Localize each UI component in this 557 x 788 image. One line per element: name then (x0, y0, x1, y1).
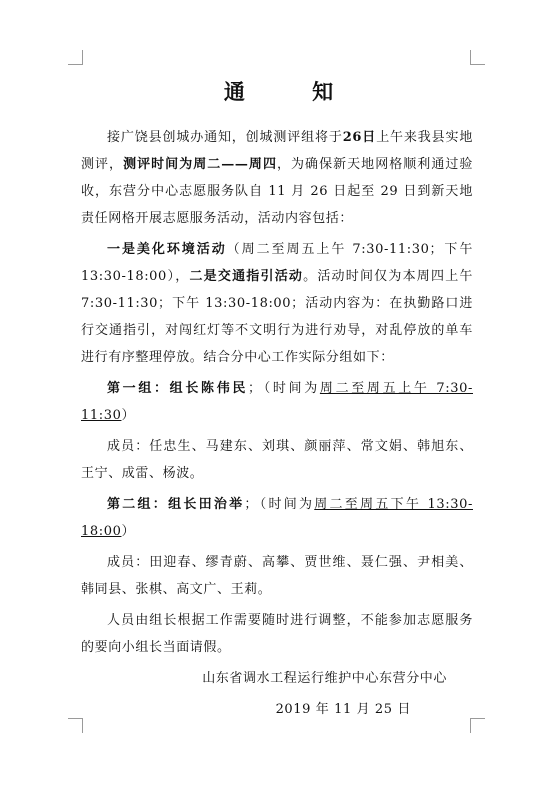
text-run: ，为确保新天地网格顺利通过验收，东营分中心志愿服务队自 11 月 26 日起至 29 日到新天地责任网格开展志愿服务活动，活动内容包括： (81, 157, 473, 226)
text-run: ；（时间为 (248, 381, 320, 396)
paragraph-activities (81, 236, 473, 371)
margin-corner-mark (68, 50, 83, 65)
text-run: （周二至周五上午 7:30-11:30；下午 13:30-18:00）， (81, 242, 473, 284)
group-one-heading: 第一组：组长陈伟民 (107, 381, 249, 396)
text-run: 。活动时间仅为本周四上午 7:30-11:30；下午 13:30-18:00；活动内容为：在执勤路口进行交通指引，对闯红灯等不文明行为进行劝导，对乱停放的单车进行有序整理停放。结合分中心工作实际分组如下： (81, 269, 474, 365)
schedule-emphasis: 测评时间为周二——周四 (123, 157, 277, 172)
issue-date: 2019 年 11 月 25 日 (275, 702, 411, 717)
group-one-time: 周二至周五上午 7:30-11:30 (81, 381, 473, 423)
text-run: ） (121, 524, 136, 539)
group-two-heading: 第二组：组长田治举 (107, 497, 245, 512)
group-one-members: 成员：任忠生、马建东、刘琪、颜丽萍、常文娟、韩旭东、王宁、成雷、杨波。 (81, 439, 473, 481)
group-two-time: 周二至周五下午 13:30-18:00 (81, 497, 473, 539)
margin-corner-mark (470, 50, 485, 65)
paragraph-intro (81, 124, 473, 232)
text-run: 接广饶县创城办通知，创城测评组将于 (107, 130, 343, 145)
group-two-line (81, 491, 473, 545)
text-run: ；（时间为 (244, 497, 315, 512)
group-one-line (81, 375, 473, 429)
notice-title: 通 知 (223, 79, 364, 104)
notice-body (81, 124, 473, 723)
text-run: 上午来我县实地测评， (81, 130, 473, 172)
activity-one-heading: 一是美化环境活动 (107, 242, 227, 257)
issuer-signature: 山东省调水工程运行维护中心东营分中心 (202, 671, 447, 686)
date-emphasis: 26日 (342, 130, 377, 145)
adjustment-note: 人员由组长根据工作需要随时进行调整，不能参加志愿服务的要向小组长当面请假。 (81, 613, 473, 655)
group-two-members: 成员：田迎春、缪青蔚、高攀、贾世维、聂仁强、尹相美、韩同县、张棋、高文广、王莉。 (81, 555, 473, 597)
text-run: ） (121, 408, 136, 423)
activity-two-heading: 二是交通指引活动 (189, 269, 304, 284)
